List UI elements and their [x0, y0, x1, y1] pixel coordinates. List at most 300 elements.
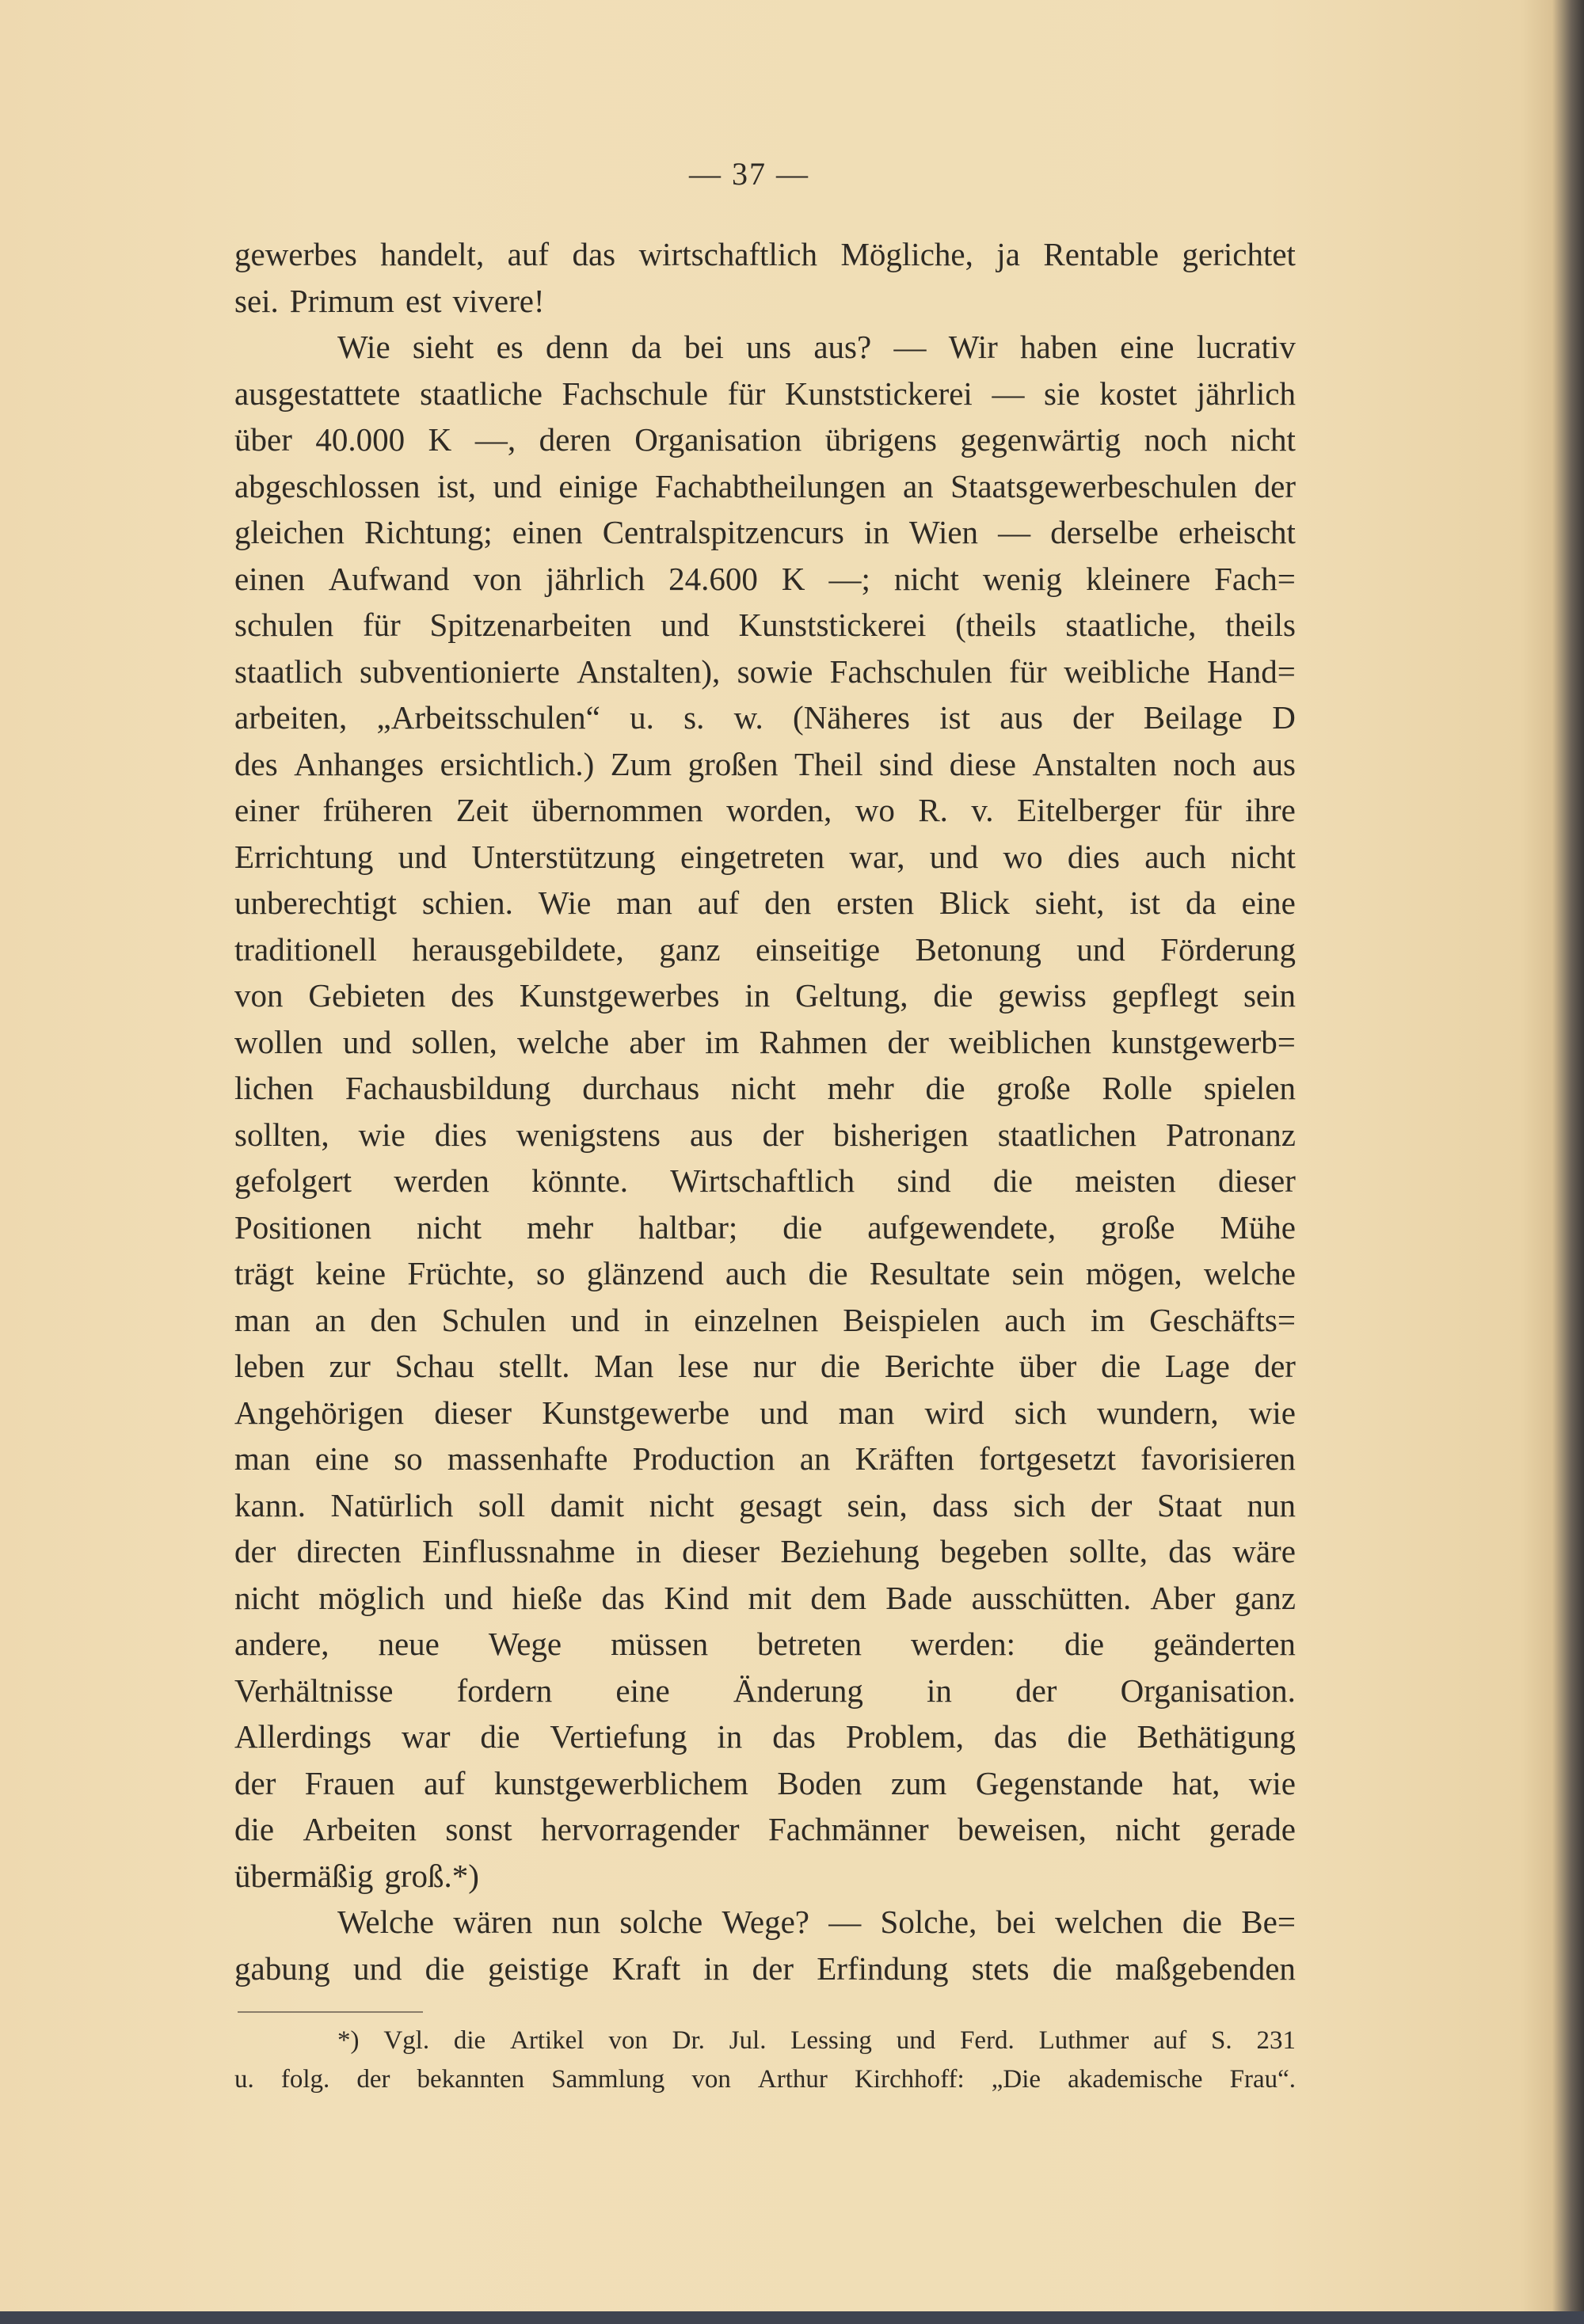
word: Fachschule — [562, 375, 708, 412]
word: Arbeiten — [303, 1811, 417, 1847]
word: in — [927, 1672, 952, 1709]
word: wo — [855, 792, 895, 828]
word: Anstalten — [1032, 745, 1157, 782]
word: staatliche, — [1065, 607, 1197, 643]
word: kleinere — [1086, 560, 1191, 597]
word: subventionierte — [360, 652, 560, 690]
text-line — [234, 278, 1296, 325]
word: von — [473, 560, 522, 597]
word: und — [661, 607, 710, 643]
text-line — [234, 926, 1296, 973]
word: sich — [1014, 1394, 1067, 1431]
text-line — [234, 787, 1296, 834]
word: eingetreten — [680, 838, 825, 875]
word: Wir — [948, 329, 998, 365]
word: jährlich — [1196, 375, 1296, 412]
word: sowie — [737, 652, 813, 690]
word: in — [703, 1949, 729, 1987]
word: die — [992, 1162, 1033, 1199]
word: Lage — [1164, 1348, 1230, 1384]
word: die — [480, 1718, 520, 1755]
word: sein — [1243, 977, 1296, 1014]
word: Kunstgewerbe — [542, 1394, 730, 1431]
word: große — [996, 1070, 1071, 1106]
word: S. — [1211, 2026, 1232, 2055]
word: hat, — [1172, 1764, 1220, 1801]
word: beweisen, — [958, 1811, 1087, 1847]
word: Organisation. — [1120, 1672, 1296, 1709]
word: Wege? — [722, 1904, 809, 1940]
word: Sammlung — [551, 2065, 665, 2094]
word: eine — [1241, 884, 1296, 921]
scan-bottom-edge — [0, 2311, 1584, 2324]
word: von — [691, 2065, 731, 2094]
word: Primum — [289, 282, 394, 319]
word: eine — [1120, 329, 1175, 365]
text-line — [234, 1158, 1296, 1204]
word: Mögliche, — [840, 236, 973, 272]
text-line — [234, 1250, 1296, 1297]
word: 24.600 — [668, 560, 758, 597]
footnote-divider — [238, 2011, 423, 2013]
text-line — [234, 1853, 1296, 1900]
word: auf — [697, 884, 740, 921]
word: die — [933, 977, 973, 1014]
word: groß.*) — [384, 1857, 479, 1894]
word: dieser — [682, 1533, 760, 1569]
word: wäre — [1232, 1533, 1296, 1569]
word: abgeschlossen — [234, 467, 421, 504]
word: in — [644, 1301, 670, 1338]
footnote-line — [234, 2060, 1296, 2099]
word: Kind — [664, 1579, 729, 1616]
word: Eitelberger — [1016, 792, 1161, 828]
word: der — [356, 2065, 390, 2094]
word: Mühe — [1220, 1208, 1296, 1246]
word: nun — [551, 1904, 601, 1940]
word: vivere! — [452, 282, 545, 319]
word: wie — [1248, 1394, 1296, 1431]
word: Förderung — [1160, 930, 1296, 968]
word: Fachausbildung — [345, 1070, 551, 1106]
word: zum — [890, 1764, 947, 1801]
word: und — [342, 1023, 392, 1060]
word: auf — [424, 1764, 466, 1801]
word: wie — [358, 1116, 406, 1153]
word: das — [601, 1579, 645, 1616]
word: sollten, — [234, 1116, 329, 1153]
word: Arthur — [757, 2065, 828, 2094]
word: Rolle — [1102, 1070, 1173, 1106]
word: den — [764, 884, 812, 921]
word: da — [1185, 884, 1217, 921]
word: u. — [234, 2065, 254, 2094]
word: auf — [507, 236, 550, 272]
word: neue — [378, 1626, 440, 1662]
word: w. — [733, 699, 763, 736]
word: die — [808, 1255, 848, 1291]
word: in — [717, 1718, 743, 1755]
word: einige — [558, 467, 638, 504]
word: weiblichen — [949, 1023, 1091, 1060]
text-line — [234, 1112, 1296, 1158]
word: est — [405, 282, 442, 319]
word: welche — [1203, 1255, 1296, 1291]
text-line — [234, 556, 1296, 603]
text-line — [234, 1528, 1296, 1575]
word: staatliche — [420, 375, 543, 412]
word: auf — [1153, 2026, 1187, 2055]
word: dies — [434, 1116, 487, 1153]
word: ist — [1129, 884, 1161, 921]
word: Fachschulen — [829, 652, 992, 690]
word: sein, — [847, 1486, 908, 1523]
word: 40.000 — [315, 421, 406, 458]
word: Natürlich — [330, 1486, 454, 1523]
text-line — [234, 1668, 1296, 1714]
word: war, — [849, 838, 905, 875]
word: die — [234, 1811, 275, 1847]
word: haben — [1020, 329, 1098, 365]
word: Jul. — [729, 2026, 767, 2055]
word: haltbar; — [638, 1208, 738, 1246]
word: Rahmen — [759, 1023, 868, 1060]
word: man — [234, 1301, 291, 1338]
word: nicht — [234, 1579, 299, 1616]
text-line — [234, 1297, 1296, 1344]
word: Blick — [939, 884, 1010, 921]
word: fortgesetzt — [978, 1440, 1116, 1477]
word: und — [444, 1579, 493, 1616]
word: lese — [678, 1348, 729, 1384]
word: aus — [689, 1116, 733, 1153]
word: aus — [1000, 699, 1043, 736]
word: jährlich — [545, 560, 645, 597]
word: akademische — [1068, 2065, 1203, 2094]
word: massenhafte — [447, 1440, 608, 1477]
word: eine — [314, 1440, 370, 1477]
word: wenigstens — [516, 1116, 661, 1153]
word: unberechtigt — [234, 884, 397, 921]
word: sich — [1013, 1486, 1066, 1523]
word: begeben — [940, 1533, 1049, 1569]
word: Fach= — [1214, 560, 1296, 597]
footnote-line — [234, 2022, 1296, 2060]
word: in — [863, 514, 889, 550]
word: u. — [630, 699, 654, 736]
word: zur — [329, 1348, 371, 1384]
word: nicht — [417, 1208, 482, 1246]
word: solche — [619, 1904, 703, 1940]
word: auch — [1144, 838, 1206, 875]
word: Hand= — [1207, 652, 1296, 690]
text-line — [234, 880, 1296, 926]
word: Aufwand — [328, 560, 450, 597]
word: das — [1168, 1533, 1212, 1569]
word: das — [772, 1718, 816, 1755]
word: ist, — [437, 467, 477, 504]
text-line — [234, 1343, 1296, 1390]
word: da — [630, 329, 662, 365]
text-line — [234, 463, 1296, 510]
word: Kunstgewerbes — [519, 977, 720, 1014]
word: die — [1064, 1626, 1105, 1662]
word: dieser — [1218, 1162, 1296, 1199]
word: müssen — [611, 1626, 709, 1662]
word: staatlich — [234, 652, 343, 690]
word: für — [362, 607, 401, 643]
word: Gebieten — [308, 977, 426, 1014]
word: Solche, — [880, 1904, 977, 1940]
text-line — [234, 1482, 1296, 1529]
word: der — [887, 1023, 929, 1060]
word: über — [1019, 1348, 1077, 1384]
word: Man — [594, 1348, 654, 1384]
word: auch — [725, 1255, 787, 1291]
word: die — [1182, 1904, 1222, 1940]
word: gefolgert — [234, 1162, 352, 1199]
word: soll — [478, 1486, 526, 1523]
word: Schau — [394, 1348, 474, 1384]
word: aus — [1252, 745, 1296, 782]
word: Zum — [610, 745, 672, 782]
word: Beispielen — [843, 1301, 980, 1338]
word: eine — [615, 1672, 670, 1709]
word: die — [1101, 1348, 1141, 1384]
word: bei — [996, 1904, 1036, 1940]
word: denn — [545, 329, 609, 365]
word: ihre — [1245, 792, 1296, 828]
word: Errichtung — [234, 838, 374, 875]
text-line — [234, 1204, 1296, 1251]
word: ausschütten. — [971, 1579, 1132, 1616]
word: keine — [315, 1255, 386, 1291]
word: lichen — [234, 1070, 314, 1106]
word: „Die — [991, 2065, 1041, 2094]
word: sind — [897, 1162, 951, 1199]
word: Beziehung — [780, 1533, 920, 1569]
word: ganz — [1234, 1579, 1296, 1616]
word: gewerbes — [234, 236, 357, 272]
word: welchen — [1055, 1904, 1163, 1940]
word: das — [993, 1718, 1038, 1755]
text-line — [234, 416, 1296, 463]
word: gabung — [234, 1949, 330, 1987]
word: sein — [1011, 1255, 1064, 1291]
word: in — [635, 1533, 661, 1569]
word: durchaus — [582, 1070, 700, 1106]
word: könnte. — [531, 1162, 628, 1199]
word: möglich — [318, 1579, 425, 1616]
word: gerade — [1209, 1811, 1296, 1847]
word: des — [451, 977, 494, 1014]
word: Kräften — [855, 1440, 954, 1477]
word: trägt — [234, 1255, 295, 1291]
text-line — [234, 231, 1296, 278]
word: die — [782, 1208, 823, 1246]
word: der — [1015, 1672, 1057, 1709]
word: herausgebildete, — [412, 930, 624, 968]
word: damit — [550, 1486, 625, 1523]
word: und — [760, 1394, 809, 1431]
word: glänzend — [586, 1255, 704, 1291]
word: nur — [752, 1348, 797, 1384]
word: der — [752, 1949, 794, 1987]
word: und — [896, 2026, 936, 2055]
word: s. — [683, 699, 705, 736]
text-line — [234, 371, 1296, 417]
word: Gegenstande — [975, 1764, 1144, 1801]
word: ganz — [659, 930, 721, 968]
word: nicht — [730, 1070, 796, 1106]
word: gerichtet — [1182, 236, 1296, 272]
word: geänderten — [1153, 1626, 1296, 1662]
word: an — [799, 1440, 831, 1477]
word: für — [1009, 652, 1047, 690]
word: ausgestattete — [234, 375, 401, 412]
word: — — [893, 329, 927, 365]
word: im — [1090, 1301, 1125, 1338]
word: die — [1067, 1718, 1107, 1755]
word: wird — [924, 1394, 984, 1431]
text-line — [234, 694, 1296, 741]
word: Vgl. — [383, 2026, 430, 2055]
word: fordern — [456, 1672, 553, 1709]
word: Änderung — [733, 1672, 863, 1709]
word: sind — [878, 745, 934, 782]
word: nun — [1247, 1486, 1296, 1523]
word: das — [572, 236, 616, 272]
word: Anstalten), — [577, 652, 721, 690]
word: wenig — [982, 560, 1063, 597]
word: der — [762, 1116, 804, 1153]
word: der — [1254, 1348, 1296, 1384]
word: bisherigen — [832, 1116, 969, 1153]
word: nicht — [1115, 1811, 1181, 1847]
word: nicht — [893, 560, 959, 597]
word: Richtung; — [364, 514, 493, 550]
word: mehr — [827, 1070, 894, 1106]
word: Frau“. — [1229, 2065, 1296, 2094]
word: erheischt — [1178, 514, 1296, 550]
word: bekannten — [417, 2065, 525, 2094]
word: Kirchhoff: — [854, 2065, 965, 2094]
word: Fachmänner — [767, 1811, 929, 1847]
word: in — [744, 977, 771, 1014]
text-line — [234, 1390, 1296, 1436]
word: ersichtlich.) — [440, 745, 595, 782]
word: einer — [234, 792, 299, 828]
word: maßgebenden — [1115, 1949, 1296, 1987]
word: sei. — [234, 282, 279, 319]
word: hieße — [512, 1579, 583, 1616]
word: schulen — [234, 607, 334, 643]
word: sonst — [445, 1811, 512, 1847]
word: geistige — [488, 1949, 589, 1987]
word: Unterstützung — [471, 838, 656, 875]
word: K — [781, 560, 805, 597]
word: Bade — [885, 1579, 953, 1616]
word: Kunststickerei — [784, 375, 973, 412]
text-line — [234, 1806, 1296, 1853]
word: und — [929, 838, 979, 875]
word: kunstgewerblichem — [493, 1764, 748, 1801]
word: stellt. — [498, 1348, 570, 1384]
word: R. — [918, 792, 948, 828]
word: Luthmer — [1038, 2026, 1129, 2055]
word: Be= — [1241, 1904, 1296, 1940]
word: und — [493, 467, 542, 504]
word: folg. — [280, 2065, 330, 2094]
word: von — [608, 2026, 648, 2055]
word: Welche — [337, 1904, 434, 1940]
word: Berichte — [884, 1348, 995, 1384]
word: man — [616, 884, 672, 921]
text-line — [234, 972, 1296, 1019]
word: ja — [996, 236, 1020, 272]
word: leben — [234, 1348, 305, 1384]
word: arbeiten, — [234, 699, 348, 736]
word: —; — [828, 560, 870, 597]
word: sie — [1044, 375, 1080, 412]
body-text — [234, 231, 1296, 1991]
text-line — [234, 834, 1296, 881]
word: Vertiefung — [550, 1718, 687, 1755]
word: Staat — [1156, 1486, 1222, 1523]
word: Fachabtheilungen — [655, 467, 886, 504]
word: Problem, — [845, 1718, 964, 1755]
word: Staatsgewerbeschulen — [950, 467, 1238, 504]
word: des — [234, 745, 278, 782]
word: die — [821, 1348, 861, 1384]
word: nicht — [1230, 838, 1296, 875]
word: Früchte, — [407, 1255, 515, 1291]
word: wie — [1248, 1764, 1296, 1801]
word: Allerdings — [234, 1718, 372, 1755]
word: dem — [810, 1579, 867, 1616]
word: — — [828, 1904, 862, 1940]
word: Rentable — [1043, 236, 1159, 272]
word: an — [314, 1301, 346, 1338]
word: kann. — [234, 1486, 306, 1523]
word: andere, — [234, 1626, 329, 1662]
word: so — [536, 1255, 565, 1291]
word: „Arbeitsschulen“ — [376, 699, 600, 736]
word: —, — [474, 421, 516, 458]
word: gegenwärtig — [960, 421, 1121, 458]
word: wollen — [234, 1023, 323, 1060]
word: uns — [746, 329, 792, 365]
word: Wien — [908, 514, 979, 550]
word: — — [992, 375, 1025, 412]
word: im — [705, 1023, 740, 1060]
word: einseitige — [755, 930, 881, 968]
word: der — [1072, 699, 1114, 736]
word: wären — [453, 1904, 533, 1940]
word: man — [838, 1394, 895, 1431]
word: Frauen — [304, 1764, 395, 1801]
word: die — [453, 2026, 486, 2055]
word: die — [425, 1949, 465, 1987]
word: worden, — [726, 792, 832, 828]
text-line — [234, 1714, 1296, 1760]
word: ist — [939, 699, 971, 736]
word: welche — [516, 1023, 610, 1060]
text-line — [234, 1946, 1296, 1992]
word: theils — [1225, 607, 1296, 643]
word: lucrativ — [1196, 329, 1296, 365]
word: noch — [1144, 421, 1208, 458]
